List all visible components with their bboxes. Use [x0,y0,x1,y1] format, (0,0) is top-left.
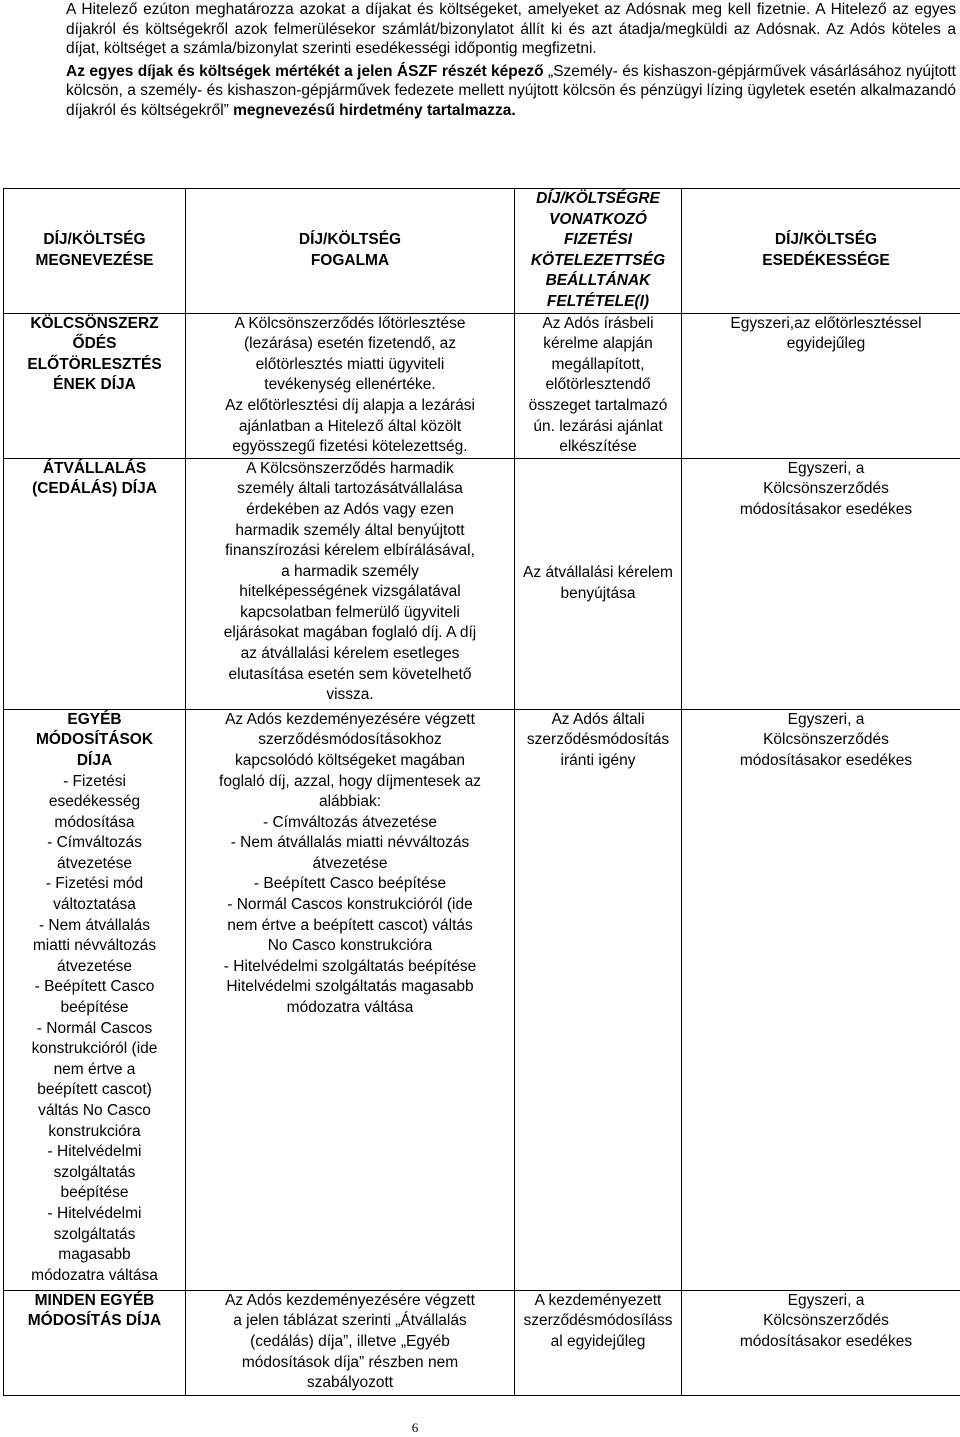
cell-line: - Normál Cascos konstrukcióról (ide [227,896,473,914]
table-header-row [4,189,960,314]
cell-line: - Beépített Casco [34,978,155,996]
cell-line: - Címváltozás [47,834,142,852]
cell-line: nem értve a [53,1060,136,1078]
cell-line: Az Adós írásbeli [542,314,654,332]
cell-line: Az Adós kezdeményezésére végzett [225,710,475,728]
header-line: DÍJ/KÖLTSÉG [774,231,878,249]
row-fee-concept [186,709,515,1290]
cell-line: átvezetése [312,854,388,872]
cell-line: finanszírozási kérelem elbírálásával, [225,542,475,560]
cell-line: esedékesség [48,793,141,811]
row-fee-name [4,313,186,458]
header-line: KÖTELEZETTSÉG [530,251,666,269]
table-row [4,458,960,709]
row-fee-concept [186,458,515,709]
cell-line: előtörlesztendő [545,376,651,394]
cell-line: beépített cascot) [37,1081,152,1099]
page-number: 6 [411,1420,419,1435]
cell-line: beépítése [60,999,129,1017]
table-row [4,709,960,1290]
cell-line: - Hitelvédelmi [47,1143,142,1161]
cell-line: (lezárása) esetén fizetendő, az [244,335,456,353]
cell-line: Az Adós kezdeményezésére végzett [225,1291,475,1309]
cell-line: - Beépített Casco beépítése [253,875,447,893]
cell-line: - Fizetési mód [45,875,144,893]
cell-line: Az átvállalási kérelem [523,564,673,582]
cell-line: szerződésmódosításokhoz [258,731,442,749]
cell-line: ELŐTÖRLESZTÉS [27,355,162,373]
cell-line: - Normál Cascos [36,1019,153,1037]
cell-line: Az Adós általi [551,710,645,728]
cell-line: személy általi tartozásátvállalása [237,480,463,498]
cell-line: tevékenység ellenértéke. [264,376,436,394]
cell-line: ŐDÉS [72,335,117,353]
cell-line: szabályozott [306,1374,394,1392]
intro-p2-hirdetmeny-title: „Személy- és kishaszon-gépjárművek vásárlásához nyújtott kölcsön, a személy- és kishaszon-gépjárművek fedezete mellett nyújtott kölcsön és pénzügyi lízing ügyletek esetén alkalmazandó díjakról és költségekről” [66,62,956,119]
cell-line: konstrukcióra [48,1122,141,1140]
cell-line: összeget tartalmazó [528,396,668,414]
cell-line: A kezdeményezett [534,1291,662,1309]
intro-p2-bold-start: Az egyes díjak és költségek mértékét a jelen ÁSZF részét képező [66,62,549,80]
cell-line: egyösszegű fizetési kötelezettség. [232,438,468,456]
cell-line: váltás No Casco [38,1102,151,1119]
row-fee-condition [515,1290,682,1395]
row-fee-condition [515,313,682,458]
cell-line: DÍJA [76,751,113,769]
cell-line: ajánlatban a Hitelező által közölt [238,417,462,435]
row-fee-condition [515,709,682,1290]
cell-line: Egyszeri, a [787,710,865,728]
cell-line: Egyszeri, a [787,459,865,477]
cell-line: átvezetése [57,957,132,975]
table-row [4,313,960,458]
cell-line: - Hitelvédelmi szolgáltatás beépítése [223,957,477,975]
cell-line: kérelme alapján [543,335,653,353]
cell-line: módosításakor esedékes [739,500,913,518]
cell-line: iránti igény [560,751,636,769]
header-line: MEGNEVEZÉSE [35,251,154,269]
cell-line: Az előtörlesztési díj alapja a lezárási [225,396,475,414]
header-line: FOGALMA [310,251,390,269]
cell-line: elkészítése [559,438,637,456]
row-fee-name [4,1290,186,1395]
cell-line: alábbiak: [318,793,382,811]
cell-line: módozatra váltása [286,999,414,1017]
cell-line: MÓDOSÍTÁS DÍJA [27,1312,162,1330]
cell-line: konstrukcióról (ide [31,1040,158,1058]
cell-line: szerződésmódosítás [526,731,670,749]
cell-line: Kölcsönszerződés [763,1312,889,1330]
cell-line: érdekében az Adós vagy ezen [246,500,454,518]
cell-line: miatti névváltozás [32,937,157,955]
header-line: VONATKOZÓ [549,210,647,228]
cell-line: MINDEN EGYÉB [34,1291,155,1309]
row-fee-due [682,709,960,1290]
table-row [4,1290,960,1395]
cell-line: Kölcsönszerződés [763,480,889,498]
cell-line: nem értve a beépített cascot) váltás [227,916,473,934]
cell-line: magasabb [58,1246,131,1264]
cell-line: vissza. [326,686,374,704]
cell-line: módosításakor esedékes [739,751,913,769]
row-fee-condition [515,458,682,709]
cell-line: A Kölcsönszerződés lőtörlesztése [234,314,466,332]
cell-line: - Nem átvállalás [38,916,151,934]
cell-line: - Címváltozás átvezetése [262,813,437,831]
header-fee-due [682,189,960,314]
cell-line: beépítése [60,1184,129,1202]
row-fee-due [682,1290,960,1395]
header-line: ESEDÉKESSÉGE [762,251,890,269]
cell-line: harmadik személy által benyújtott [235,521,465,539]
row-fee-concept [186,313,515,458]
cell-line: egyidejűleg [786,335,866,353]
cell-line: szerződésmódosíláss [523,1312,673,1330]
intro-p2-bold-end: megnevezésű hirdetmény tartalmazza. [228,101,516,119]
cell-line: módosítása [54,813,135,831]
cell-line: benyújtása [560,584,636,602]
header-line: FIZETÉSI [563,231,633,249]
cell-line: ÁTVÁLLALÁS [42,459,147,477]
cell-line: az átvállalási kérelem esetleges [240,645,460,663]
row-fee-name [4,458,186,709]
cell-line: ÉNEK DÍJA [53,376,136,394]
cell-line: Egyszeri,az előtörlesztéssel [730,314,922,332]
cell-line: Hitelvédelmi szolgáltatás magasabb [226,978,474,996]
cell-line: (cedálás) díja”, illetve „Egyéb [250,1332,450,1350]
cell-line: hitelképességének vizsgálatával [239,583,461,601]
cell-line: a harmadik személy [281,562,419,580]
fee-table [3,188,960,1396]
header-line: FELTÉTELE(I) [546,292,650,310]
cell-line: foglaló díj, azzal, hogy díjmentesek az [219,772,481,790]
cell-line: KÖLCSÖNSZERZ [30,314,159,332]
cell-line: al egyidejűleg [550,1332,646,1350]
cell-line: EGYÉB [67,710,122,728]
cell-line: szolgáltatás [53,1225,136,1243]
cell-line: Egyszeri, a [787,1291,865,1309]
header-fee-name [4,189,186,314]
intro-text [66,0,956,120]
intro-paragraph-2 [66,62,956,121]
cell-line: (CEDÁLÁS) DÍJA [32,480,157,498]
cell-line: kapcsolatban felmerülő ügyviteli [240,603,460,621]
cell-line: előtörlesztés miatti ügyviteli [255,355,445,373]
cell-line: MÓDOSÍTÁSOK [35,731,154,749]
cell-line: - Hitelvédelmi [47,1204,142,1222]
cell-line: - Nem átvállalás miatti névváltozás [230,834,470,852]
header-fee-concept [186,189,515,314]
header-payment-condition [515,189,682,314]
row-fee-concept [186,1290,515,1395]
header-line: DÍJ/KÖLTSÉG [298,231,402,249]
cell-line: elutasítása esetén sem követelhető [228,665,472,683]
cell-line: szolgáltatás [53,1163,136,1181]
header-line: DÍJ/KÖLTSÉG [43,231,146,249]
cell-line: Kölcsönszerződés [763,731,889,749]
header-line: BEÁLLTÁNAK [545,272,651,290]
cell-line: megállapított, [551,355,645,373]
cell-line: módozatra váltása [31,1266,158,1284]
cell-line: ún. lezárási ajánlat [533,417,663,435]
header-line: DÍJ/KÖLTSÉGRE [536,190,660,207]
row-fee-due [682,458,960,709]
row-fee-due [682,313,960,458]
cell-line: No Casco konstrukcióra [267,937,433,955]
cell-line: a jelen táblázat szerinti „Átvállalás [233,1312,467,1330]
cell-line: változtatása [53,896,136,914]
intro-paragraph-1: A Hitelező ezúton meghatározza azokat a díjakat és költségeket, amelyeket az Adósnak meg kell fizetnie. A Hitelező az egyes díjakról és költségekről azok felmerülésekor számlát/bizonylatot állít ki és azt átadja/megküldi az Adósnak. Az Adós köteles a díjat, költséget a számla/bizonylat szerinti esedékességi időpontig megfizetni. [66,1,956,57]
cell-line: kapcsolódó költségeket magában [234,751,466,769]
cell-line: módosítások díja” részben nem [241,1353,459,1371]
row-fee-name [4,709,186,1290]
cell-line: módosításakor esedékes [739,1332,913,1350]
cell-line: A Kölcsönszerződés harmadik [246,459,454,477]
cell-line: - Fizetési [63,772,126,790]
cell-line: eljárásokat magában foglaló díj. A díj [223,624,477,642]
cell-line: átvezetése [57,854,132,872]
